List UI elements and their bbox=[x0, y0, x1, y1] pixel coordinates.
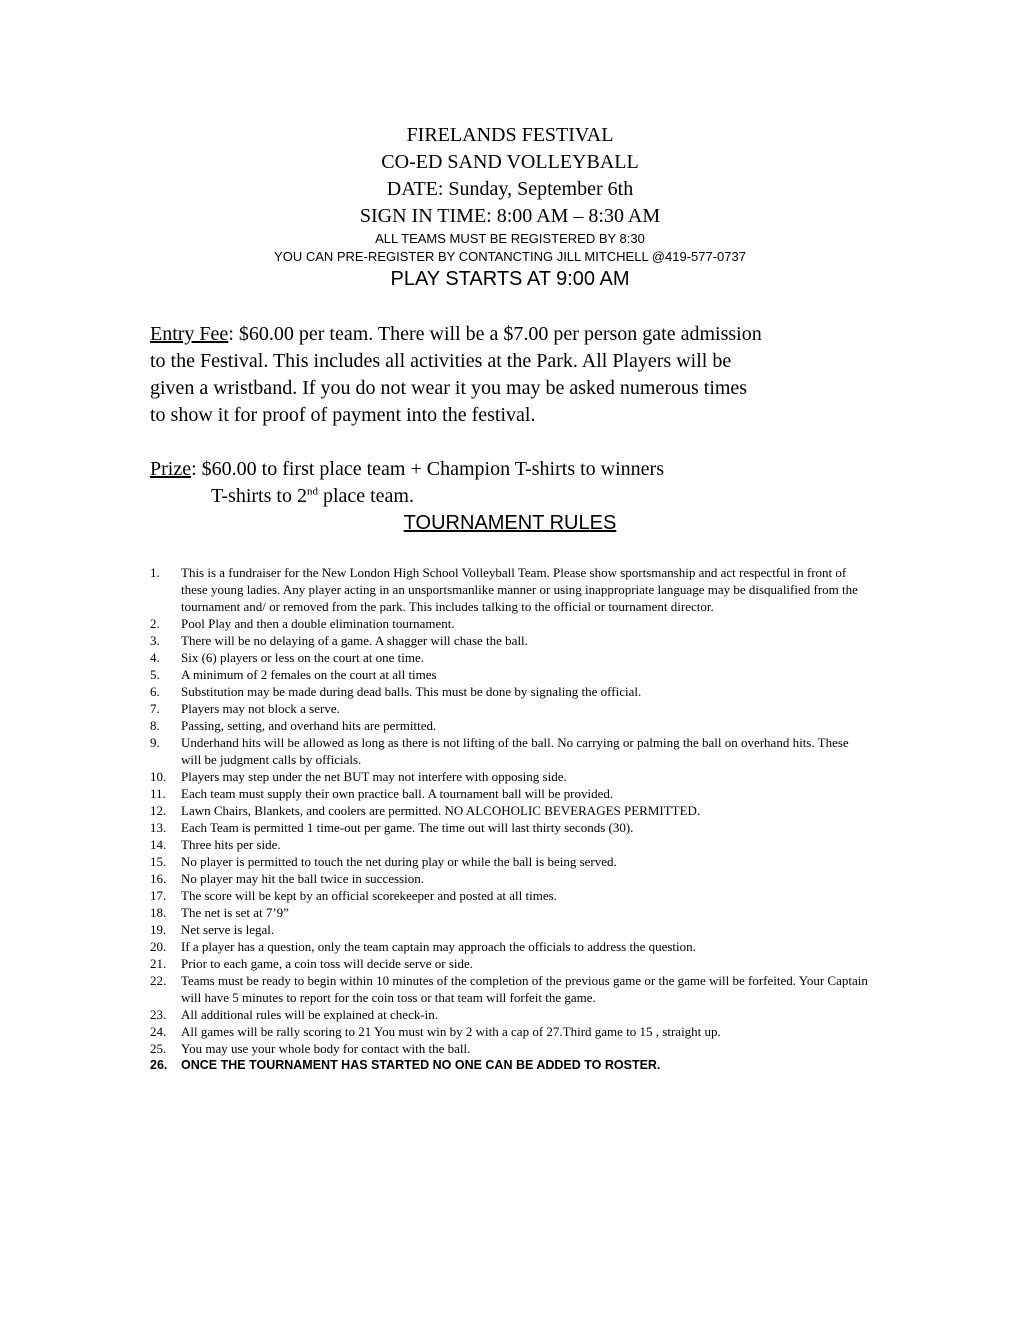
rule-item bbox=[150, 921, 870, 938]
rule-item bbox=[150, 564, 870, 615]
rule-number: 7. bbox=[150, 701, 160, 716]
rule-text: Each Team is permitted 1 time-out per game. The time out will last thirty seconds (30). bbox=[181, 820, 634, 835]
rule-number: 5. bbox=[150, 667, 160, 682]
rule-item bbox=[150, 938, 870, 955]
rule-number: 26. bbox=[150, 1058, 168, 1072]
rule-item bbox=[150, 972, 870, 1006]
prize-second-place bbox=[150, 483, 890, 510]
rule-text: This is a fundraiser for the New London High School Volleyball Team. Please show sportsmanship and act respectful in front of these young ladies. Any player acting in an unsportsmanlike manner or using inappropriate language may be disqualified from the tournament and/ or removed from the park. This includes talking to the official or tournament director. bbox=[181, 565, 858, 614]
rule-item bbox=[150, 1023, 870, 1040]
rule-text: Prior to each game, a coin toss will decide serve or side. bbox=[181, 956, 474, 971]
rule-text: All games will be rally scoring to 21 You must win by 2 with a cap of 27.Third game to 15 , straight up. bbox=[181, 1024, 721, 1039]
rule-number: 6. bbox=[150, 684, 160, 699]
rule-item bbox=[150, 1040, 870, 1057]
rule-text: Players may not block a serve. bbox=[181, 701, 340, 716]
rule-item bbox=[150, 700, 870, 717]
rule-text: Each team must supply their own practice ball. A tournament ball will be provided. bbox=[181, 786, 614, 801]
rule-number: 20. bbox=[150, 939, 167, 954]
rule-item bbox=[150, 853, 870, 870]
entry-fee-label: Entry Fee bbox=[150, 323, 229, 345]
rule-item bbox=[150, 717, 870, 734]
rule-text: Six (6) players or less on the court at one time. bbox=[181, 650, 424, 665]
rule-number: 23. bbox=[150, 1007, 167, 1022]
rule-item bbox=[150, 1006, 870, 1023]
rule-number: 1. bbox=[150, 565, 160, 580]
prize-label: Prize bbox=[150, 458, 192, 480]
rule-item bbox=[150, 1057, 870, 1074]
entry-fee-text-4: to show it for proof of payment into the festival. bbox=[150, 404, 536, 426]
rule-number: 15. bbox=[150, 854, 167, 869]
rule-text: No player may hit the ball twice in succession. bbox=[181, 871, 424, 886]
rule-number: 2. bbox=[150, 616, 160, 631]
prize-text-3: place team. bbox=[317, 485, 414, 507]
rule-number: 11. bbox=[150, 786, 166, 801]
rule-number: 14. bbox=[150, 837, 167, 852]
rule-item bbox=[150, 819, 870, 836]
rules-list bbox=[150, 564, 870, 1074]
rule-text: Lawn Chairs, Blankets, and coolers are permitted. NO ALCOHOLIC BEVERAGES PERMITTED. bbox=[181, 803, 701, 818]
rule-item bbox=[150, 785, 870, 802]
rule-text: If a player has a question, only the team captain may approach the officials to address the question. bbox=[181, 939, 696, 954]
pre-register-contact: YOU CAN PRE-REGISTER BY CONTANCTING JILL MITCHELL @419-577-0737 bbox=[274, 249, 746, 264]
rule-number: 22. bbox=[150, 973, 167, 988]
rule-number: 16. bbox=[150, 871, 167, 886]
rule-item bbox=[150, 768, 870, 785]
rule-text: You may use your whole body for contact with the ball. bbox=[181, 1041, 471, 1056]
rule-number: 8. bbox=[150, 718, 160, 733]
rule-item bbox=[150, 734, 870, 768]
rule-item bbox=[150, 615, 870, 632]
entry-fee-text-1: : $60.00 per team. There will be a $7.00 per person gate admission bbox=[228, 323, 762, 345]
rule-number: 24. bbox=[150, 1024, 167, 1039]
rule-item bbox=[150, 955, 870, 972]
rule-text: Players may step under the net BUT may not interfere with opposing side. bbox=[181, 769, 567, 784]
rule-text: ONCE THE TOURNAMENT HAS STARTED NO ONE CAN BE ADDED TO ROSTER. bbox=[181, 1058, 661, 1072]
rule-text: Teams must be ready to begin within 10 minutes of the completion of the previous game or the game will be forfeited. Your Captain will have 5 minutes to report for the coin toss or that team will forfeit the game. bbox=[181, 973, 868, 1005]
rule-text: A minimum of 2 females on the court at all times bbox=[181, 667, 437, 682]
prize-text-1: : $60.00 to first place team + Champion T-shirts to winners bbox=[191, 458, 664, 480]
rule-item bbox=[150, 836, 870, 853]
rule-item bbox=[150, 632, 870, 649]
rule-number: 19. bbox=[150, 922, 167, 937]
event-subtitle: CO-ED SAND VOLLEYBALL bbox=[381, 151, 639, 173]
rule-text: No player is permitted to touch the net during play or while the ball is being served. bbox=[181, 854, 617, 869]
registration-deadline: ALL TEAMS MUST BE REGISTERED BY 8:30 bbox=[375, 231, 645, 246]
rule-text: Pool Play and then a double elimination tournament. bbox=[181, 616, 455, 631]
rule-text: Passing, setting, and overhand hits are permitted. bbox=[181, 718, 437, 733]
rule-number: 4. bbox=[150, 650, 160, 665]
rule-item bbox=[150, 870, 870, 887]
rule-number: 13. bbox=[150, 820, 167, 835]
sign-in-time: SIGN IN TIME: 8:00 AM – 8:30 AM bbox=[359, 205, 661, 227]
rule-text: The net is set at 7’9” bbox=[181, 905, 289, 920]
rule-number: 21. bbox=[150, 956, 167, 971]
rule-number: 10. bbox=[150, 769, 167, 784]
event-date: DATE: Sunday, September 6th bbox=[386, 178, 634, 200]
rule-text: All additional rules will be explained at check-in. bbox=[181, 1007, 439, 1022]
entry-fee-section bbox=[150, 321, 890, 429]
rule-item bbox=[150, 683, 870, 700]
rule-text: Underhand hits will be allowed as long as there is not lifting of the ball. No carrying or palming the ball on overhand hits. These will be judgment calls by officials. bbox=[181, 735, 849, 767]
prize-section bbox=[150, 456, 890, 510]
entry-fee-line bbox=[150, 321, 890, 348]
rule-text: The score will be kept by an official scorekeeper and posted at all times. bbox=[181, 888, 557, 903]
rule-number: 9. bbox=[150, 735, 160, 750]
rule-text: Substitution may be made during dead balls. This must be done by signaling the official. bbox=[181, 684, 642, 699]
rule-number: 17. bbox=[150, 888, 167, 903]
prize-text-2: T-shirts to 2 bbox=[211, 485, 307, 507]
rules-title: TOURNAMENT RULES bbox=[403, 512, 617, 534]
rule-number: 25. bbox=[150, 1041, 167, 1056]
rule-item bbox=[150, 904, 870, 921]
rule-number: 12. bbox=[150, 803, 167, 818]
prize-line bbox=[150, 456, 890, 483]
rule-item bbox=[150, 649, 870, 666]
rule-text: Three hits per side. bbox=[181, 837, 281, 852]
ordinal-suffix: nd bbox=[306, 485, 318, 498]
event-header bbox=[0, 122, 1020, 293]
rule-text: There will be no delaying of a game. A shagger will chase the ball. bbox=[181, 633, 528, 648]
entry-fee-text-2: to the Festival. This includes all activities at the Park. All Players will be bbox=[150, 350, 732, 372]
rule-number: 18. bbox=[150, 905, 167, 920]
entry-fee-text-3: given a wristband. If you do not wear it you may be asked numerous times bbox=[150, 377, 748, 399]
event-title: FIRELANDS FESTIVAL bbox=[406, 124, 614, 146]
rule-text: Net serve is legal. bbox=[181, 922, 275, 937]
rule-number: 3. bbox=[150, 633, 160, 648]
rule-item bbox=[150, 887, 870, 904]
rule-item bbox=[150, 666, 870, 683]
play-start-time: PLAY STARTS AT 9:00 AM bbox=[390, 268, 630, 290]
rule-item bbox=[150, 802, 870, 819]
